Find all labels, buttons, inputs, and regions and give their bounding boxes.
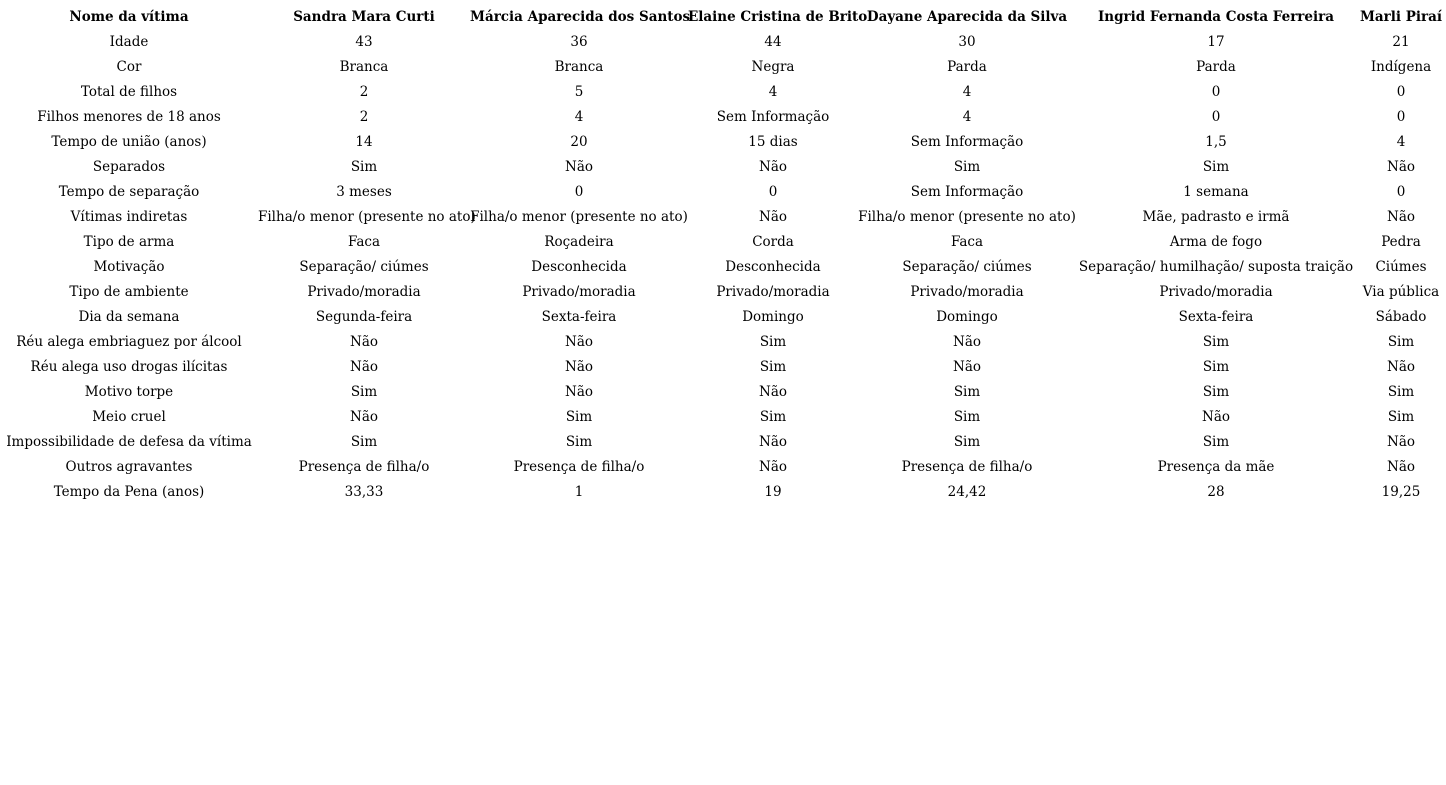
table-cell: Não (1387, 459, 1415, 475)
table-row (0, 455, 1446, 480)
table-cell: Não (350, 334, 378, 350)
table-cell: Filha/o menor (presente no ato) (858, 209, 1076, 225)
table-cell: 1 (574, 484, 584, 500)
table-cell: Separação/ ciúmes (902, 259, 1032, 275)
table-cell: Presença de filha/o (298, 459, 430, 475)
table-cell: Sim (1202, 334, 1230, 350)
table-cell: Parda (947, 59, 987, 75)
table-cell: Sim (565, 409, 593, 425)
table-cell: Sim (1387, 384, 1415, 400)
table-cell: 0 (1211, 109, 1221, 125)
table-cell: Sim (1202, 384, 1230, 400)
table-cell: Privado/moradia (307, 284, 421, 300)
table-cell: 1,5 (1205, 134, 1227, 150)
table-cell: 1 semana (1183, 184, 1249, 200)
table-cell: Sim (1202, 359, 1230, 375)
table-cell: Pedra (1381, 234, 1421, 250)
table-cell: Separação/ ciúmes (299, 259, 429, 275)
table-cell: 0 (574, 184, 584, 200)
table-cell: Sim (565, 434, 593, 450)
table-cell: Faca (950, 234, 984, 250)
table-cell: Privado/moradia (910, 284, 1024, 300)
row-label: Separados (92, 159, 166, 175)
table-row (0, 205, 1446, 230)
table-row (0, 80, 1446, 105)
table-cell: Não (759, 159, 787, 175)
table-cell: Via pública (1362, 284, 1440, 300)
table-cell: Sim (759, 334, 787, 350)
table-cell: Desconhecida (531, 259, 627, 275)
table-cell: Sim (350, 384, 378, 400)
table-cell: 2 (359, 84, 369, 100)
row-label: Outros agravantes (65, 459, 193, 475)
table-cell: 33,33 (344, 484, 384, 500)
table-cell: Não (350, 409, 378, 425)
table-cell: 4 (1396, 134, 1406, 150)
table-header-row (0, 5, 1446, 30)
row-label: Idade (109, 34, 149, 50)
table-cell: Negra (751, 59, 795, 75)
table-cell: Sábado (1375, 309, 1427, 325)
table-cell: 4 (962, 84, 972, 100)
table-cell: Branca (339, 59, 389, 75)
table-cell: Privado/moradia (716, 284, 830, 300)
table-cell: 4 (962, 109, 972, 125)
row-label: Motivação (93, 259, 165, 275)
table-body (0, 30, 1446, 505)
table-cell: Não (1387, 434, 1415, 450)
row-label: Meio cruel (92, 409, 166, 425)
table-cell: 0 (1396, 109, 1406, 125)
victim-column-header: Sandra Mara Curti (293, 9, 435, 25)
table-cell: 5 (574, 84, 584, 100)
table-cell: 2 (359, 109, 369, 125)
table-row (0, 55, 1446, 80)
table-cell: Sim (1387, 409, 1415, 425)
table-row (0, 230, 1446, 255)
table-cell: Sim (350, 159, 378, 175)
table-row (0, 330, 1446, 355)
table-row (0, 130, 1446, 155)
table-cell: Não (759, 209, 787, 225)
table-cell: Sem Informação (910, 134, 1024, 150)
table-cell: Não (759, 384, 787, 400)
table-cell: Não (565, 359, 593, 375)
table-cell: Não (1202, 409, 1230, 425)
table-cell: Roçadeira (544, 234, 614, 250)
table-cell: 43 (355, 34, 373, 50)
table-cell: Indígena (1370, 59, 1432, 75)
table-cell: 14 (355, 134, 373, 150)
victim-column-header: Elaine Cristina de Brito (688, 9, 868, 25)
table-cell: Sexta-feira (541, 309, 617, 325)
table-cell: Filha/o menor (presente no ato) (258, 209, 476, 225)
victim-column-header: Dayane Aparecida da Silva (866, 9, 1068, 25)
table-cell: Presença de filha/o (513, 459, 645, 475)
table-cell: Não (1387, 209, 1415, 225)
table-cell: 15 dias (748, 134, 798, 150)
row-label: Réu alega uso drogas ilícitas (30, 359, 228, 375)
table-cell: 24,42 (947, 484, 987, 500)
table-cell: Não (953, 334, 981, 350)
table-cell: Sem Informação (716, 109, 830, 125)
victim-column-header: Ingrid Fernanda Costa Ferreira (1097, 9, 1335, 25)
table-cell: Não (565, 159, 593, 175)
table-cell: 0 (1396, 84, 1406, 100)
table-cell: 19 (764, 484, 782, 500)
table-cell: 4 (768, 84, 778, 100)
table-cell: Não (565, 384, 593, 400)
table-cell: Desconhecida (725, 259, 821, 275)
table-cell: Ciúmes (1375, 259, 1427, 275)
victim-column-header: Marli Piraí (1359, 9, 1443, 25)
row-label: Tempo de união (anos) (51, 134, 207, 150)
table-row (0, 155, 1446, 180)
table-row (0, 280, 1446, 305)
table-cell: Não (759, 459, 787, 475)
row-label: Total de filhos (80, 84, 178, 100)
table-cell: Não (953, 359, 981, 375)
table-cell: Sim (953, 159, 981, 175)
table-cell: Sim (759, 359, 787, 375)
table-cell: Não (350, 359, 378, 375)
table-cell: Separação/ humilhação/ suposta traição (1078, 259, 1354, 275)
table-cell: 21 (1392, 34, 1410, 50)
table-row (0, 430, 1446, 455)
table-cell: 30 (958, 34, 976, 50)
table-row (0, 180, 1446, 205)
table-cell: 36 (570, 34, 588, 50)
row-label: Réu alega embriaguez por álcool (16, 334, 242, 350)
table-row (0, 255, 1446, 280)
table-cell: Domingo (936, 309, 998, 325)
row-label: Tempo de separação (58, 184, 200, 200)
table-cell: Não (1387, 359, 1415, 375)
table-cell: 3 meses (336, 184, 392, 200)
table-cell: Sim (1387, 334, 1415, 350)
table-row (0, 380, 1446, 405)
table-cell: Sim (953, 434, 981, 450)
table-cell: Sim (1202, 434, 1230, 450)
table-cell: Não (565, 334, 593, 350)
row-label: Vítimas indiretas (70, 209, 188, 225)
table-cell: 19,25 (1381, 484, 1421, 500)
table-cell: Corda (752, 234, 794, 250)
table-cell: 44 (764, 34, 782, 50)
table-cell: Mãe, padrasto e irmã (1142, 209, 1290, 225)
table-row (0, 305, 1446, 330)
victims-comparison-table (0, 5, 1446, 505)
table-cell: Sim (350, 434, 378, 450)
table-cell: Sim (953, 384, 981, 400)
table-cell: Faca (347, 234, 381, 250)
table-row (0, 105, 1446, 130)
table-cell: 0 (768, 184, 778, 200)
row-label: Impossibilidade de defesa da vítima (6, 434, 252, 450)
table-cell: 4 (574, 109, 584, 125)
table-cell: Branca (554, 59, 604, 75)
row-label: Tipo de ambiente (69, 284, 189, 300)
table-cell: 17 (1207, 34, 1225, 50)
row-label: Tipo de arma (83, 234, 175, 250)
table-cell: Sexta-feira (1178, 309, 1254, 325)
table-cell: Não (1387, 159, 1415, 175)
table-row (0, 355, 1446, 380)
table-cell: Não (759, 434, 787, 450)
table-cell: Privado/moradia (522, 284, 636, 300)
table-cell: 20 (570, 134, 588, 150)
table-cell: Privado/moradia (1159, 284, 1273, 300)
table-cell: Sim (953, 409, 981, 425)
table-cell: Parda (1196, 59, 1236, 75)
table-cell: Filha/o menor (presente no ato) (470, 209, 688, 225)
table-row (0, 480, 1446, 505)
row-label: Cor (116, 59, 142, 75)
table-cell: Segunda-feira (315, 309, 413, 325)
row-label: Filhos menores de 18 anos (37, 109, 221, 125)
table-cell: 28 (1207, 484, 1225, 500)
victim-column-header: Márcia Aparecida dos Santos (470, 9, 691, 25)
table-cell: Arma de fogo (1169, 234, 1263, 250)
row-label: Motivo torpe (84, 384, 174, 400)
table-cell: Presença da mãe (1157, 459, 1275, 475)
table-cell: Presença de filha/o (901, 459, 1033, 475)
table-cell: Domingo (742, 309, 804, 325)
row-label: Tempo da Pena (anos) (53, 484, 205, 500)
row-label-column-header: Nome da vítima (69, 9, 189, 25)
table-row (0, 405, 1446, 430)
table-cell: 0 (1211, 84, 1221, 100)
table-row (0, 30, 1446, 55)
table-cell: Sem Informação (910, 184, 1024, 200)
table-cell: 0 (1396, 184, 1406, 200)
table-cell: Sim (759, 409, 787, 425)
row-label: Dia da semana (78, 309, 180, 325)
table-cell: Sim (1202, 159, 1230, 175)
